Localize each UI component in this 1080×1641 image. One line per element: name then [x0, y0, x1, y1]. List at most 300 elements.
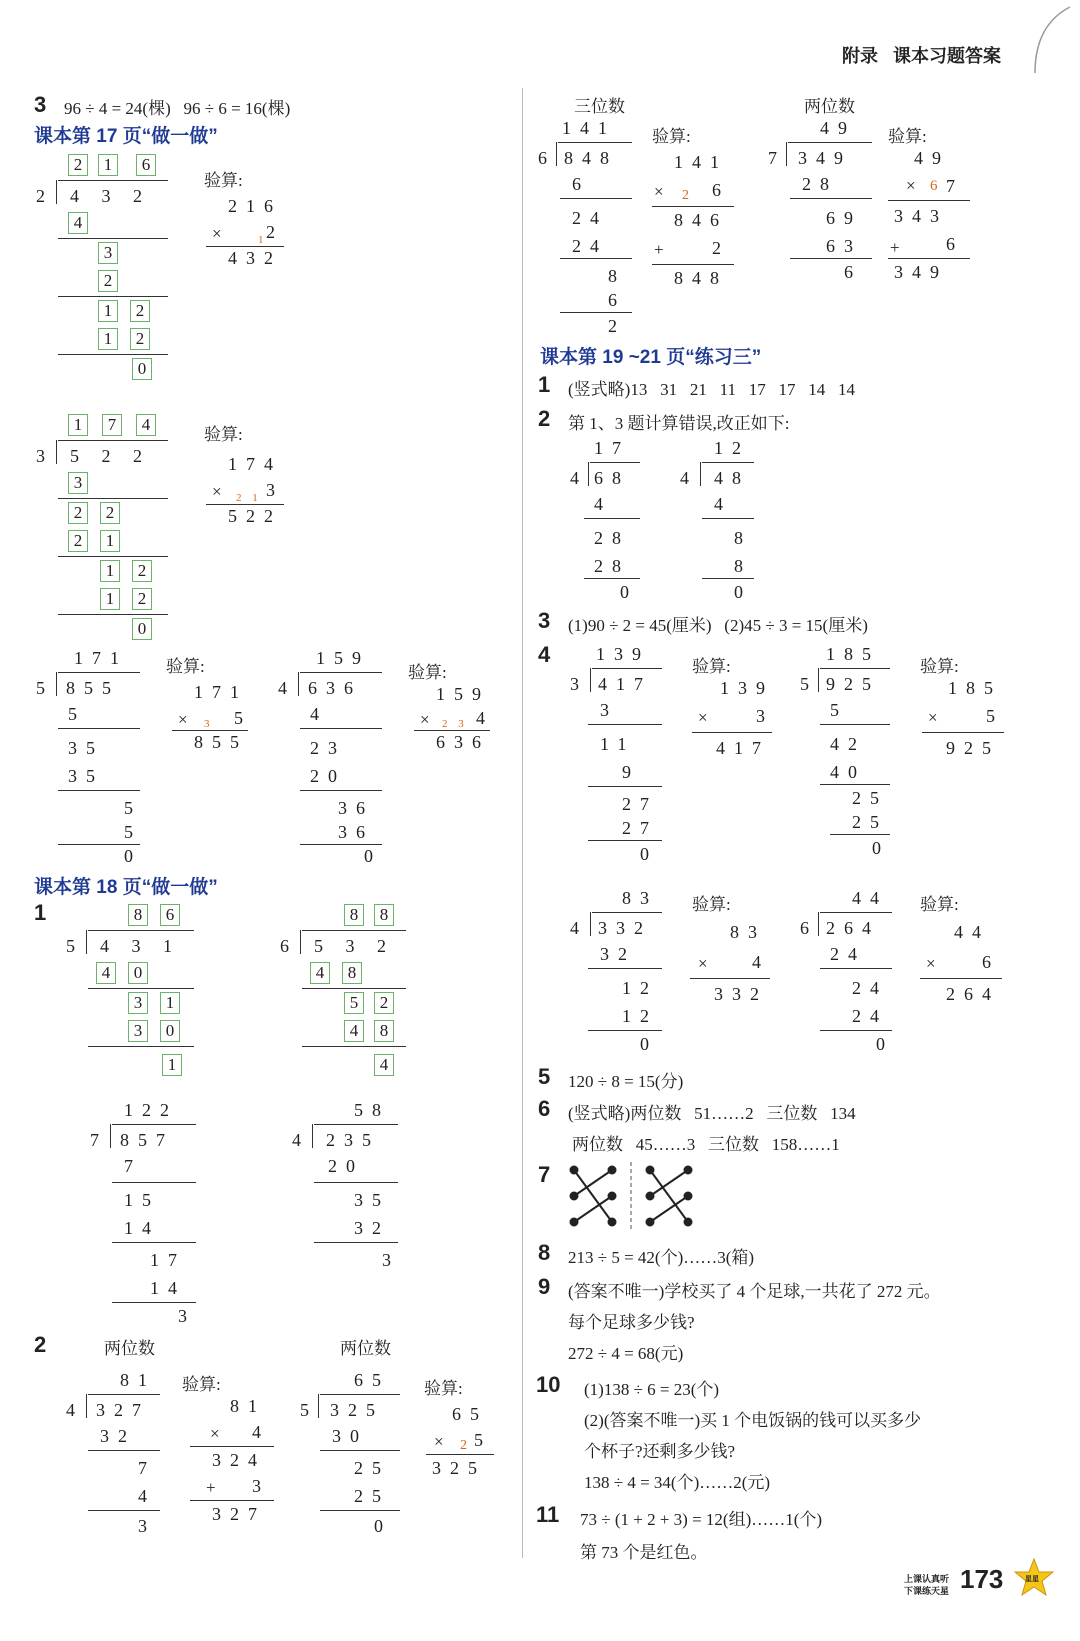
division-bracket-side	[786, 142, 787, 166]
check-multiplier: 5	[986, 706, 1004, 726]
carry-digit: 3	[204, 718, 210, 730]
division-bracket-top	[820, 912, 892, 913]
step-digit-box: 3	[98, 242, 118, 264]
division-bracket-top	[302, 930, 406, 931]
division-line	[88, 1450, 160, 1451]
quotient-digit-box: 1	[98, 154, 118, 176]
quotient: 81	[120, 1370, 156, 1390]
division-line	[58, 354, 168, 355]
step-digit-box: 2	[374, 992, 394, 1014]
times-sign: ×	[434, 1432, 444, 1451]
step: 42	[830, 734, 866, 754]
step: 30	[332, 1426, 368, 1446]
division-bracket-side	[110, 1124, 111, 1148]
step: 25	[852, 788, 888, 808]
answer-1-number: 1	[538, 372, 551, 397]
step: 9	[622, 762, 640, 782]
check-result: 636	[436, 732, 490, 752]
division-line	[302, 988, 406, 989]
answer-10-line3: 个杯子?还剩多少钱?	[584, 1442, 736, 1461]
step-digit-box: 4	[344, 1020, 364, 1042]
step-digit-box: 4	[96, 962, 116, 984]
division-line	[88, 988, 194, 989]
division-line	[790, 198, 872, 199]
check-result: 264	[946, 984, 1000, 1004]
carry-digit: 2	[682, 188, 689, 203]
check-line	[172, 730, 248, 731]
check-total: 349	[894, 262, 948, 282]
division-bracket-top	[788, 142, 872, 143]
division-line	[584, 578, 640, 579]
step-digit-box: 2	[130, 328, 150, 350]
answer-11-number: 11	[536, 1502, 560, 1527]
carry-digit: 6	[930, 178, 938, 194]
check-multiplier: 5	[474, 1430, 492, 1450]
step: 35	[68, 738, 104, 758]
check-result: 432	[228, 248, 282, 268]
answer-9-line2: 每个足球多少钱?	[568, 1313, 695, 1332]
check-line	[426, 1454, 494, 1455]
page-header-title: 课本习题答案	[893, 46, 1001, 66]
check-label: 验算:	[652, 127, 691, 146]
division-bracket-top	[112, 1124, 196, 1125]
step: 36	[338, 822, 374, 842]
answer-2-number: 2	[538, 406, 551, 431]
answer-5-text: 120 ÷ 8 = 15(分)	[568, 1072, 684, 1091]
step: 20	[310, 766, 346, 786]
division-bracket-side	[86, 1394, 87, 1418]
check-remainder: 3	[252, 1476, 270, 1496]
answer-1-text: (竖式略)13 31 21 11 17 17 14 14	[568, 380, 855, 399]
footer-slogan-top: 上课认真听	[904, 1574, 950, 1584]
step: 25	[354, 1486, 390, 1506]
check-multiplicand: 159	[436, 684, 490, 704]
times-sign: ×	[210, 1424, 220, 1443]
division-line	[588, 840, 662, 841]
check-multiplier: 4	[252, 1422, 270, 1442]
division-line	[58, 238, 168, 239]
division-bracket-top	[592, 912, 662, 913]
step: 24	[852, 978, 888, 998]
page-number: 173	[960, 1564, 1004, 1594]
division-bracket-top	[592, 668, 662, 669]
step-digit-box: 2	[130, 300, 150, 322]
division-line	[58, 614, 168, 615]
check-result: 417	[716, 738, 770, 758]
answer-11-line2: 第 73 个是红色。	[580, 1543, 708, 1562]
quotient: 83	[622, 888, 658, 908]
section-title-p18: 课本第 18 页“做一做”	[34, 877, 218, 898]
quotient-digit-box: 4	[136, 414, 156, 436]
step: 27	[622, 794, 658, 814]
answer-7-number: 7	[538, 1162, 551, 1187]
division-bracket-top	[558, 142, 632, 143]
left-q2-number: 2	[34, 1332, 47, 1357]
dividend: 848	[564, 148, 618, 168]
divisor: 7	[90, 1130, 108, 1150]
division-bracket-side	[318, 1394, 319, 1418]
divisor: 3	[36, 446, 54, 466]
step-digit-box: 1	[98, 300, 118, 322]
check-multiplier: 6	[982, 952, 1000, 972]
dividend: 857	[120, 1130, 174, 1150]
division-line	[300, 728, 382, 729]
corner-curve-decoration	[1025, 5, 1075, 75]
step: 11	[600, 734, 636, 754]
step-digit-box: 1	[100, 560, 120, 582]
division-bracket-side	[590, 912, 591, 936]
quotient: 65	[354, 1370, 390, 1390]
division-line	[112, 1182, 196, 1183]
quotient-digit-box: 2	[68, 154, 88, 176]
carry-digits: 2 1	[236, 492, 262, 504]
step-digit-box: 1	[100, 588, 120, 610]
step-digit-box: 5	[344, 992, 364, 1014]
answer-9-line1: (答案不唯一)学校买了 4 个足球,一共花了 272 元。	[568, 1282, 941, 1301]
label-three-digit: 三位数	[574, 97, 625, 116]
division-line	[588, 1030, 662, 1031]
step: 7	[124, 1156, 142, 1176]
dividend: 4 3 1	[100, 936, 181, 956]
quotient: 44	[852, 888, 888, 908]
division-line	[820, 784, 890, 785]
check-multiplier: 4	[476, 708, 494, 728]
step: 3	[178, 1306, 196, 1326]
carry-digit: 1	[258, 234, 264, 246]
division-line	[88, 1046, 194, 1047]
step-digit-box: 2	[132, 560, 152, 582]
step-digit-box: 3	[128, 1020, 148, 1042]
step: 0	[374, 1516, 392, 1536]
times-sign: ×	[178, 710, 188, 729]
divisor: 5	[66, 936, 84, 956]
dividend: 636	[308, 678, 362, 698]
step: 3	[138, 1516, 156, 1536]
check-line	[692, 732, 772, 733]
dividend: 48	[714, 468, 750, 488]
check-multiplicand: 83	[730, 922, 766, 942]
dividend: 5 2 2	[70, 446, 151, 466]
division-line	[588, 968, 662, 969]
quotient-digit-box: 6	[136, 154, 156, 176]
step-digit-box: 4	[68, 212, 88, 234]
check-line	[690, 978, 770, 979]
check-multiplicand: 49	[914, 148, 950, 168]
quotient: 171	[74, 648, 128, 668]
step-digit-box: 4	[374, 1054, 394, 1076]
division-line	[560, 312, 632, 313]
division-line	[588, 786, 662, 787]
answer-5-number: 5	[538, 1064, 551, 1089]
division-line	[702, 518, 754, 519]
division-line	[560, 258, 632, 259]
step: 4	[594, 494, 612, 514]
division-line	[560, 198, 632, 199]
check-label: 验算:	[692, 895, 731, 914]
left-q1-number: 1	[34, 900, 47, 925]
crossing-lines-diagram	[566, 1160, 696, 1232]
step: 12	[622, 1006, 658, 1026]
step: 6	[608, 290, 626, 310]
step: 6	[572, 174, 590, 194]
check-line	[190, 1446, 274, 1447]
answer-8-text: 213 ÷ 5 = 42(个)……3(箱)	[568, 1248, 755, 1267]
step: 32	[600, 944, 636, 964]
appendix-label: 附录	[842, 46, 878, 66]
step: 0	[734, 582, 752, 602]
quotient-digit-box: 7	[102, 414, 122, 436]
division-bracket-top	[88, 930, 194, 931]
label-two-digit: 两位数	[104, 1339, 155, 1358]
step: 12	[622, 978, 658, 998]
division-bracket-side	[312, 1124, 313, 1148]
check-label: 验算:	[920, 657, 959, 676]
step: 8	[734, 528, 752, 548]
times-sign: ×	[654, 182, 664, 201]
division-line	[58, 844, 140, 845]
dividend: 332	[598, 918, 652, 938]
step: 14	[124, 1218, 160, 1238]
answer-6-line1: (竖式略)两位数 51……2 三位数 134	[568, 1104, 856, 1123]
step: 5	[124, 798, 142, 818]
check-label: 验算:	[888, 127, 927, 146]
divisor: 4	[66, 1400, 84, 1420]
division-bracket-top	[320, 1394, 400, 1395]
division-bracket-top	[88, 1394, 160, 1395]
step: 0	[876, 1034, 894, 1054]
check-line	[206, 246, 284, 247]
step: 20	[328, 1156, 364, 1176]
check-remainder: 6	[946, 234, 964, 254]
times-sign: ×	[926, 954, 936, 973]
division-line	[820, 724, 890, 725]
step: 0	[640, 1034, 658, 1054]
division-line	[112, 1302, 196, 1303]
step-digit-box: 4	[310, 962, 330, 984]
check-multiplicand: 174	[228, 454, 282, 474]
times-sign: ×	[212, 482, 222, 501]
quotient: 139	[596, 644, 650, 664]
check-multiplier: 5	[234, 708, 252, 728]
dividend: 4 3 2	[70, 186, 151, 206]
answer-6-number: 6	[538, 1096, 551, 1121]
step: 8	[608, 266, 626, 286]
step: 3	[600, 700, 618, 720]
check-label: 验算:	[182, 1375, 221, 1394]
divisor: 4	[680, 468, 698, 488]
divisor: 3	[570, 674, 588, 694]
quotient: 159	[316, 648, 370, 668]
division-line	[112, 1242, 196, 1243]
check-total: 848	[674, 268, 728, 288]
left-q3-number: 3	[34, 92, 47, 117]
check-multiplier: 3	[756, 706, 774, 726]
division-bracket-top	[58, 440, 168, 441]
step: 0	[640, 844, 658, 864]
division-line	[300, 790, 382, 791]
division-line	[58, 498, 168, 499]
dividend: 349	[798, 148, 852, 168]
check-multiplicand: 44	[954, 922, 990, 942]
step: 15	[124, 1190, 160, 1210]
check-label: 验算:	[424, 1379, 463, 1398]
step: 28	[594, 556, 630, 576]
divisor: 4	[292, 1130, 310, 1150]
step-digit-box: 2	[68, 530, 88, 552]
dividend: 327	[96, 1400, 150, 1420]
answer-3-text: (1)90 ÷ 2 = 45(厘米) (2)45 ÷ 3 = 15(厘米)	[568, 616, 868, 635]
division-line	[88, 1510, 160, 1511]
division-bracket-side	[298, 672, 299, 696]
step: 4	[310, 704, 328, 724]
step: 2	[608, 316, 626, 336]
check-multiplicand: 65	[452, 1404, 488, 1424]
answer-4-number: 4	[538, 642, 551, 667]
label-two-digit: 两位数	[340, 1339, 391, 1358]
quotient-digit-box: 8	[128, 904, 148, 926]
division-line	[584, 518, 640, 519]
check-multiplicand: 216	[228, 196, 282, 216]
step-digit-box: 2	[132, 588, 152, 610]
divisor: 4	[570, 918, 588, 938]
divisor: 6	[800, 918, 818, 938]
answer-10-number: 10	[536, 1372, 561, 1397]
step: 4	[138, 1486, 156, 1506]
check-multiplier: 3	[266, 480, 284, 500]
check-label: 验算:	[166, 657, 205, 676]
step: 17	[150, 1250, 186, 1270]
division-line	[302, 1046, 406, 1047]
step-digit-box: 0	[132, 618, 152, 640]
dividend: 325	[330, 1400, 384, 1420]
answer-3-number: 3	[538, 608, 551, 633]
step-digit-box: 1	[162, 1054, 182, 1076]
step: 28	[594, 528, 630, 548]
step-digit-box: 2	[68, 502, 88, 524]
check-multiplicand: 171	[194, 682, 248, 702]
step: 5	[830, 700, 848, 720]
quotient-digit-box: 8	[374, 904, 394, 926]
left-q3-text: 96 ÷ 4 = 24(棵) 96 ÷ 6 = 16(棵)	[64, 99, 291, 118]
answer-2-text: 第 1、3 题计算错误,改正如下:	[568, 414, 790, 433]
quotient: 122	[124, 1100, 178, 1120]
step: 14	[150, 1278, 186, 1298]
step: 24	[572, 208, 608, 228]
dividend: 68	[594, 468, 630, 488]
division-line	[830, 834, 890, 835]
check-label: 验算:	[408, 663, 447, 682]
check-line	[888, 258, 970, 259]
times-sign: ×	[906, 176, 916, 195]
check-total: 327	[212, 1504, 266, 1524]
division-bracket-top	[58, 180, 168, 181]
step-digit-box: 2	[98, 270, 118, 292]
divisor: 4	[570, 468, 588, 488]
quotient-digit-box: 8	[344, 904, 364, 926]
answer-10-line4: 138 ÷ 4 = 34(个)……2(元)	[584, 1473, 771, 1492]
divisor: 7	[768, 148, 786, 168]
quotient: 58	[354, 1100, 390, 1120]
check-line	[190, 1500, 274, 1501]
step: 4	[714, 494, 732, 514]
answer-9-number: 9	[538, 1274, 551, 1299]
division-bracket-side	[556, 142, 557, 166]
check-result: 324	[212, 1450, 266, 1470]
divisor: 5	[36, 678, 54, 698]
step-digit-box: 3	[128, 992, 148, 1014]
check-multiplier: 4	[752, 952, 770, 972]
division-line	[820, 1030, 892, 1031]
division-bracket-top	[702, 462, 754, 463]
division-line	[58, 790, 140, 791]
plus-sign: +	[206, 1478, 216, 1497]
section-title-p19-21: 课本第 19 ~21 页“练习三”	[540, 347, 762, 368]
check-result: 325	[432, 1458, 486, 1478]
division-line	[58, 556, 168, 557]
answer-10-line1: (1)138 ÷ 6 = 23(个)	[584, 1380, 720, 1399]
step: 5	[68, 704, 86, 724]
division-line	[300, 844, 382, 845]
step: 0	[124, 846, 142, 866]
step: 0	[364, 846, 382, 866]
division-bracket-top	[314, 1124, 398, 1125]
division-line	[702, 578, 754, 579]
step-digit-box: 0	[132, 358, 152, 380]
plus-sign: +	[890, 238, 900, 257]
quotient-digit-box: 1	[68, 414, 88, 436]
step: 3	[382, 1250, 400, 1270]
step: 28	[802, 174, 838, 194]
step-digit-box: 0	[160, 1020, 180, 1042]
step-digit-box: 8	[342, 962, 362, 984]
carry-digit: 2	[460, 1438, 467, 1453]
step: 40	[830, 762, 866, 782]
times-sign: ×	[212, 224, 222, 243]
divisor: 2	[36, 186, 54, 206]
division-bracket-side	[700, 462, 701, 486]
check-multiplicand: 141	[674, 152, 728, 172]
check-result: 846	[674, 210, 728, 230]
step-digit-box: 1	[160, 992, 180, 1014]
division-line	[314, 1242, 398, 1243]
division-bracket-side	[590, 668, 591, 692]
check-result: 925	[946, 738, 1000, 758]
times-sign: ×	[420, 710, 430, 729]
answer-10-line2: (2)(答案不唯一)买 1 个电饭锅的钱可以买多少	[584, 1411, 922, 1430]
divisor: 6	[280, 936, 298, 956]
check-label: 验算:	[204, 425, 243, 444]
quotient-digit-box: 6	[160, 904, 180, 926]
check-line	[652, 264, 734, 265]
step: 24	[852, 1006, 888, 1026]
division-line	[314, 1182, 398, 1183]
dividend: 925	[826, 674, 880, 694]
divisor: 6	[538, 148, 556, 168]
check-multiplier: 7	[946, 176, 964, 196]
answer-9-line3: 272 ÷ 4 = 68(元)	[568, 1344, 684, 1363]
check-line	[652, 206, 734, 207]
step-digit-box: 8	[374, 1020, 394, 1042]
division-bracket-side	[300, 930, 301, 954]
step: 24	[572, 236, 608, 256]
step: 35	[68, 766, 104, 786]
step: 35	[354, 1190, 390, 1210]
division-bracket-side	[56, 180, 57, 204]
check-line	[206, 504, 284, 505]
dividend: 855	[66, 678, 120, 698]
check-label: 验算:	[920, 895, 959, 914]
check-result: 522	[228, 506, 282, 526]
